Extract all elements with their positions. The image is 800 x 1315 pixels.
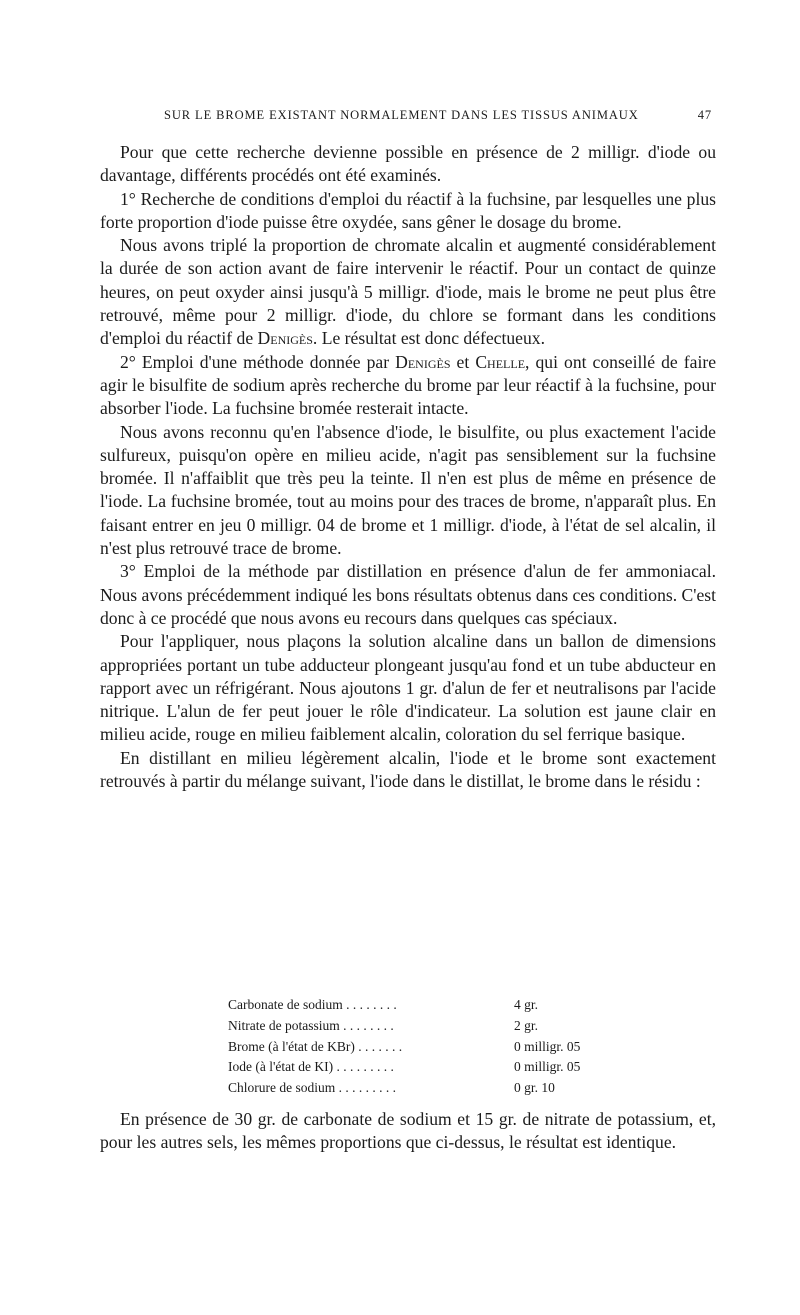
paragraph-text: , qui ont conseillé de faire agir le bisulfite de sodium après recherche du brome par leur réactif à la fuchsine, pour absorber l'iode. La fuchsine bromée resterait intacte. bbox=[100, 351, 717, 419]
paragraph-intro: Pour que cette recherche devienne possible en présence de 2 milligr. d'iode ou davantage, différents procédés ont été examinés. bbox=[100, 142, 716, 186]
table-row-value: 4 gr. bbox=[514, 997, 539, 1012]
table-row bbox=[228, 995, 580, 1016]
paragraph-text: . Le résultat est donc défectueux. bbox=[312, 328, 545, 349]
table-row-label: Iode (à l'état de KI) . . . . . . . . . bbox=[228, 1059, 394, 1075]
paragraph-method-3-procedure: Pour l'appliquer, nous plaçons la solution alcaline dans un ballon de dimensions appropriées portant un tube adducteur plongeant jusqu'au fond et un tube abducteur en rapport avec un réfrigérant. Nous ajoutons 1 gr. d'alun de fer et neutralisons par l'acide nitrique. L'alun de fer peut jouer le rôle d'indicateur. La solution est jaune clair en milieu acide, rouge en milieu faiblement alcalin, coloration du sel ferrique basique. bbox=[100, 631, 716, 745]
running-title: SUR LE BROME EXISTANT NORMALEMENT DANS LES TISSUS ANIMAUX bbox=[164, 108, 639, 122]
body-text bbox=[100, 141, 716, 793]
table-row bbox=[228, 1078, 580, 1099]
table-row-label: Chlorure de sodium . . . . . . . . . bbox=[228, 1080, 396, 1096]
paragraph-text: et bbox=[450, 351, 476, 372]
table-row-label: Nitrate de potassium . . . . . . . . bbox=[228, 1017, 394, 1033]
author-name-deniges: Denigès bbox=[395, 351, 451, 372]
table-row-value: 2 gr. bbox=[514, 1017, 539, 1033]
table-row-value: 0 milligr. 05 bbox=[514, 1038, 581, 1054]
table-row bbox=[228, 1057, 580, 1078]
paragraph-conclusion: En présence de 30 gr. de carbonate de sodium et 15 gr. de nitrate de potassium, et, pour les autres sels, les mêmes proportions que ci-dessus, le résultat est identique. bbox=[100, 1109, 716, 1153]
page-number: 47 bbox=[697, 108, 712, 122]
paragraph-method-2-result: Nous avons reconnu qu'en l'absence d'iode, le bisulfite, ou plus exactement l'acide sulfureux, puisqu'on opère en milieu acide, n'agit pas sensiblement sur la fuchsine bromée. Il n'affaiblit que très peu la teinte. Il n'en est plus de même en présence de l'iode. La fuchsine bromée, tout au moins pour des traces de brome, n'apparaît plus. En faisant entrer en jeu 0 milligr. 04 de brome et 1 milligr. d'iode, à l'état de sel alcalin, il n'est plus retrouvé trace de brome. bbox=[100, 421, 716, 559]
paragraph-method-1-result bbox=[100, 234, 716, 350]
author-name-deniges: Denigès bbox=[257, 328, 313, 349]
author-name-chelle: Chelle bbox=[475, 351, 526, 372]
table-row-value: 0 gr. 10 bbox=[514, 1080, 555, 1096]
paragraph-method-1: 1° Recherche de conditions d'emploi du réactif à la fuchsine, par lesquelles une plus forte proportion d'iode puisse être oxydée, sans gêner le dosage du brome. bbox=[100, 188, 716, 232]
paragraph-method-3: 3° Emploi de la méthode par distillation en présence d'alun de fer ammoniacal. Nous avons précédemment indiqué les bons résultats obtenus dans ces conditions. C'est donc à ce procédé que nous avons eu recours dans quelques cas spéciaux. bbox=[100, 561, 716, 628]
paragraph-method-2 bbox=[100, 351, 716, 421]
table-row-value: 0 milligr. 05 bbox=[514, 1059, 581, 1075]
paragraph-text: Nous avons triplé la proportion de chromate alcalin et augmenté considérablement la durée de son action avant de faire intervenir le réactif. Pour un contact de quinze heures, on peut oxyder ainsi jusqu'à 5 milligr. d'iode, mais le brome ne peut plus être retrouvé, même pour 2 milligr. d'iode, du chlore se formant dans les conditions d'emploi du réactif de bbox=[100, 235, 716, 349]
paragraph-text: 2° Emploi d'une méthode donnée par bbox=[120, 351, 396, 372]
table-row bbox=[228, 1037, 580, 1058]
mixture-table bbox=[228, 995, 580, 1099]
table-row-label: Brome (à l'état de KBr) . . . . . . . bbox=[228, 1038, 403, 1054]
table-row bbox=[228, 1016, 580, 1037]
closing-text bbox=[100, 1108, 716, 1155]
table-row-label: Carbonate de sodium . . . . . . . . bbox=[228, 997, 397, 1012]
paragraph-method-3-result: En distillant en milieu légèrement alcalin, l'iode et le brome sont exactement retrouvés à partir du mélange suivant, l'iode dans le distillat, le brome dans le résidu : bbox=[100, 747, 716, 792]
